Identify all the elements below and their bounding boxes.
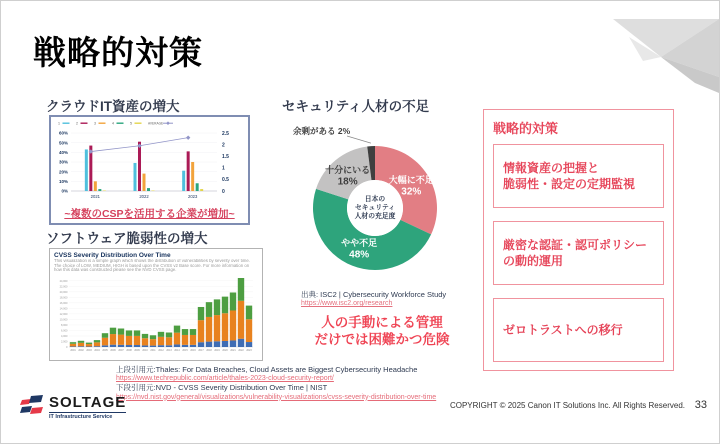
svg-text:2020: 2020	[222, 349, 228, 352]
heading-vulnerabilities: ソフトウェア脆弱性の増大	[46, 231, 208, 246]
cvss-chart-title: CVSS Severity Distribution Over Time	[54, 252, 171, 259]
svg-text:8,000: 8,000	[61, 323, 68, 327]
svg-text:2021: 2021	[230, 349, 236, 352]
svg-text:5: 5	[130, 121, 132, 126]
citation-nvd-link[interactable]: https://nvd.nist.gov/general/visualizations/vulnerability-visualizations/cvss-severity-distribution-over-time	[116, 393, 437, 401]
svg-text:十分にいる: 十分にいる	[325, 164, 371, 175]
svg-text:2021: 2021	[90, 194, 100, 199]
csp-callout: ~複数のCSPを活用する企業が増加~	[64, 208, 235, 220]
cvss-chart-description: This visualization is a simple graph which shows the distribution of vulnerabilities by severity over time. The choice of LOW, MEDIUM, HIGH is based upon the CVSS v2 Base score. For more information on how this data was constructed please see the NVD CVSS page.	[54, 259, 250, 273]
logo-tagline: IT Infrastructure Service	[49, 412, 126, 420]
personnel-donut-chart	[285, 121, 475, 279]
svg-text:2013: 2013	[166, 349, 172, 352]
citation-thales-link[interactable]: https://www.techrepublic.com/article/thales-2023-cloud-security-report/	[116, 375, 334, 383]
heading-cloud-assets: クラウドIT資産の増大	[46, 99, 180, 114]
svg-text:48%: 48%	[349, 249, 370, 261]
svg-text:0%: 0%	[61, 188, 68, 194]
soltage-logo-icon	[19, 394, 45, 416]
svg-text:50%: 50%	[58, 140, 68, 146]
svg-text:10%: 10%	[58, 178, 68, 184]
svg-text:30%: 30%	[58, 159, 68, 165]
svg-text:余剰がある 2%: 余剰がある 2%	[293, 126, 351, 136]
logo-wordmark: SOLTAGE	[49, 394, 127, 411]
svg-text:2022: 2022	[139, 194, 149, 199]
svg-text:0: 0	[66, 346, 68, 349]
svg-text:人材の充足度: 人材の充足度	[354, 213, 396, 221]
svg-text:2: 2	[222, 142, 225, 149]
svg-text:4,000: 4,000	[61, 334, 68, 338]
svg-text:0.5: 0.5	[222, 177, 229, 184]
svg-text:60%: 60%	[58, 130, 68, 136]
svg-text:2014: 2014	[174, 349, 180, 352]
strategy-item-line: ゼロトラストへの移行	[503, 323, 623, 337]
cvss-chart	[49, 248, 263, 361]
svg-text:2012: 2012	[158, 349, 164, 352]
svg-text:日本の: 日本の	[364, 196, 386, 203]
svg-text:18,000: 18,000	[59, 296, 68, 300]
strategy-item-line: 脆弱性・設定の定期監視	[503, 177, 636, 191]
strategy-item-line: 情報資産の把握と	[503, 161, 600, 175]
warning-line-2: だけでは困難かつ危険	[314, 332, 450, 347]
strategy-item-line: の動的運用	[503, 254, 564, 268]
heading-personnel: セキュリティ人材の不足	[282, 99, 430, 114]
svg-text:やや不足: やや不足	[341, 237, 378, 248]
svg-text:2003: 2003	[86, 349, 92, 352]
svg-text:2015: 2015	[182, 349, 188, 352]
strategy-item-line: 厳密な認証・認可ポリシー	[503, 238, 648, 252]
svg-text:12,000: 12,000	[59, 312, 68, 316]
svg-text:16,000: 16,000	[59, 301, 68, 305]
svg-text:2008: 2008	[126, 349, 132, 352]
donut-source: 出典: ISC2 | Cybersecurity Workforce Study	[301, 290, 447, 299]
donut-source-link[interactable]: https://www.isc2.org/research	[301, 300, 393, 307]
strategy-item-1	[493, 144, 664, 208]
svg-text:1: 1	[58, 121, 60, 126]
svg-text:4: 4	[112, 121, 114, 126]
svg-text:2016: 2016	[190, 349, 196, 352]
warning-line-1: 人の手動による管理	[321, 315, 443, 330]
svg-text:2: 2	[76, 121, 78, 126]
svg-text:2018: 2018	[206, 349, 212, 352]
svg-text:2005: 2005	[102, 349, 108, 352]
svg-text:22,000: 22,000	[59, 285, 68, 289]
strategy-item-2	[493, 221, 664, 285]
svg-text:2022: 2022	[238, 349, 244, 352]
svg-text:14,000: 14,000	[59, 307, 68, 311]
slide-title: 戦略的対策	[33, 34, 203, 71]
svg-text:2019: 2019	[214, 349, 220, 352]
citation-nvd: 下段引用元:NVD - CVSS Severity Distribution Over Time | NIST	[116, 383, 328, 393]
svg-text:3: 3	[94, 121, 96, 126]
svg-text:セキュリティ: セキュリティ	[354, 204, 396, 212]
svg-text:2,000: 2,000	[61, 340, 68, 344]
cvss-chart-svg	[54, 275, 258, 359]
page-number: 33	[694, 399, 707, 411]
svg-text:0: 0	[222, 188, 225, 195]
svg-text:2010: 2010	[142, 349, 148, 352]
svg-text:40%: 40%	[58, 149, 68, 155]
svg-text:10,000: 10,000	[59, 318, 68, 322]
citations	[116, 365, 436, 402]
svg-text:2023: 2023	[246, 349, 252, 352]
corner-decoration-graphic	[599, 11, 719, 95]
strategy-panel	[483, 109, 674, 371]
svg-text:20%: 20%	[58, 169, 68, 175]
manual-management-warning	[291, 314, 473, 348]
svg-text:20,000: 20,000	[59, 290, 68, 294]
svg-text:2011: 2011	[150, 349, 156, 352]
cloud-assets-chart-svg	[51, 117, 248, 209]
svg-text:2017: 2017	[198, 349, 204, 352]
strategy-boxes	[493, 144, 664, 362]
svg-text:2004: 2004	[94, 349, 100, 352]
svg-text:2001: 2001	[70, 349, 76, 352]
svg-text:32%: 32%	[401, 186, 422, 198]
strategy-item-3	[493, 298, 664, 362]
copyright-text: COPYRIGHT © 2025 Canon IT Solutions Inc. All Rights Reserved.	[449, 401, 685, 410]
svg-text:大幅に不足: 大幅に不足	[388, 174, 434, 185]
svg-text:1.5: 1.5	[222, 154, 229, 160]
svg-text:18%: 18%	[337, 176, 358, 188]
svg-text:24,000: 24,000	[59, 279, 68, 283]
soltage-logo	[19, 394, 126, 420]
svg-text:2.5: 2.5	[222, 130, 229, 137]
svg-text:2002: 2002	[78, 349, 84, 352]
svg-text:2006: 2006	[110, 349, 116, 352]
svg-text:6,000: 6,000	[61, 329, 68, 333]
svg-text:1: 1	[222, 165, 225, 172]
svg-text:AVERAGE: AVERAGE	[148, 121, 164, 126]
svg-text:2009: 2009	[134, 349, 140, 352]
citation-thales: 上段引用元:Thales: For Data Breaches, Cloud Assets are Biggest Cybersecurity Headache	[116, 365, 418, 374]
cloud-assets-chart	[49, 115, 250, 225]
svg-text:2023: 2023	[188, 194, 198, 199]
svg-text:2007: 2007	[118, 349, 124, 352]
strategy-panel-title: 戦略的対策	[493, 121, 559, 136]
